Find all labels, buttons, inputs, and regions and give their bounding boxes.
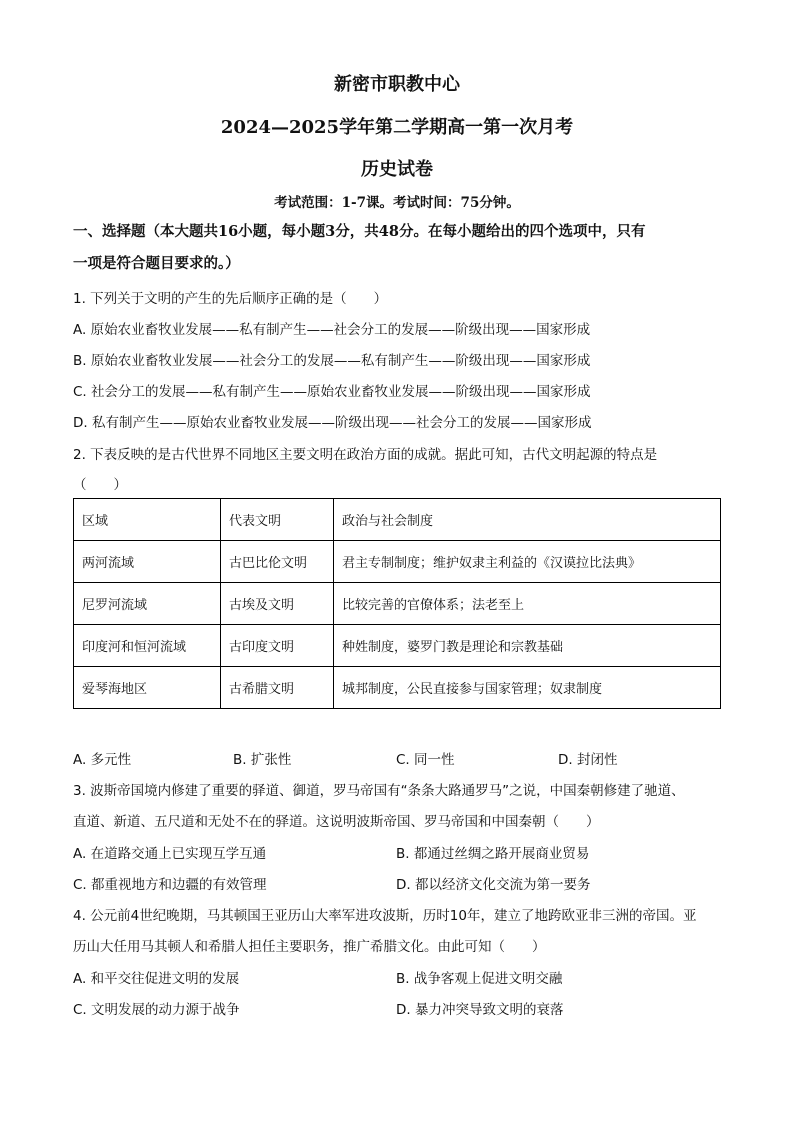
table-cell: 古印度文明: [221, 625, 334, 667]
q2-stem-line2: （ ）: [73, 477, 127, 493]
q3-option-c: C. 都重视地方和边疆的有效管理: [73, 877, 267, 893]
exam-title: 2024—2025学年第二学期高一第一次月考: [220, 117, 574, 138]
table-cell: 两河流域: [74, 541, 221, 583]
section-heading-line1: 一、选择题（本大题共16小题，每小题3分，共48分。在每小题给出的四个选项中，只有: [73, 223, 646, 240]
q3-stem-line2: 直道、新道、五尺道和无处不在的驿道。这说明波斯帝国、罗马帝国和中国秦朝（ ）: [73, 814, 600, 830]
q3-option-a: A. 在道路交通上已实现互学互通: [73, 846, 267, 862]
q2-option-b: B. 扩张性: [233, 752, 292, 768]
q1-option-b: B. 原始农业畜牧业发展——社会分工的发展——私有制产生——阶级出现——国家形成: [73, 353, 591, 369]
table-cell: 印度河和恒河流域: [74, 625, 221, 667]
table-header-row: [74, 499, 721, 541]
table-cell: 君主专制制度；维护奴隶主利益的《汉谟拉比法典》: [334, 541, 721, 583]
q2-option-a: A. 多元性: [73, 752, 132, 768]
civilization-table: [73, 498, 721, 709]
q2-option-d: D. 封闭性: [558, 752, 618, 768]
table-row: [74, 583, 721, 625]
table-cell: 种姓制度，婆罗门教是理论和宗教基础: [334, 625, 721, 667]
table-row: [74, 625, 721, 667]
q4-option-c: C. 文明发展的动力源于战争: [73, 1002, 240, 1018]
q3-option-d: D. 都以经济文化交流为第一要务: [396, 877, 591, 893]
table-row: [74, 541, 721, 583]
q1-stem: 1. 下列关于文明的产生的先后顺序正确的是（ ）: [73, 291, 388, 307]
section-heading-line2: 一项是符合题目要求的。）: [73, 255, 240, 272]
q1-option-c: C. 社会分工的发展——私有制产生——原始农业畜牧业发展——阶级出现——国家形成: [73, 384, 591, 400]
table-header-cell: 区域: [74, 499, 221, 541]
table-cell: 尼罗河流域: [74, 583, 221, 625]
q2-stem-line1: 2. 下表反映的是古代世界不同地区主要文明在政治方面的成就。据此可知，古代文明起源的特点是: [73, 447, 658, 463]
q3-option-b: B. 都通过丝绸之路开展商业贸易: [396, 846, 590, 862]
table-cell: 爱琴海地区: [74, 667, 221, 709]
table-cell: 城邦制度，公民直接参与国家管理；奴隶制度: [334, 667, 721, 709]
table-row: [74, 667, 721, 709]
table-cell: 比较完善的官僚体系；法老至上: [334, 583, 721, 625]
q1-option-a: A. 原始农业畜牧业发展——私有制产生——社会分工的发展——阶级出现——国家形成: [73, 322, 591, 338]
table-cell: 古埃及文明: [221, 583, 334, 625]
table-cell: 古希腊文明: [221, 667, 334, 709]
school-title: 新密市职教中心: [334, 74, 460, 95]
table-cell: 古巴比伦文明: [221, 541, 334, 583]
q4-option-d: D. 暴力冲突导致文明的衰落: [396, 1002, 564, 1018]
q3-stem-line1: 3. 波斯帝国境内修建了重要的驿道、御道，罗马帝国有“条条大路通罗马”之说，中国秦朝修建了驰道、: [73, 783, 685, 799]
subject-title: 历史试卷: [361, 159, 433, 180]
table-header-cell: 代表文明: [221, 499, 334, 541]
q4-stem-line1: 4. 公元前4世纪晚期，马其顿国王亚历山大率军进攻波斯，历时10年，建立了地跨欧亚非三洲的帝国。亚: [73, 908, 697, 924]
q4-option-b: B. 战争客观上促进文明交融: [396, 971, 563, 987]
q4-option-a: A. 和平交往促进文明的发展: [73, 971, 240, 987]
exam-scope: 考试范围：1-7课。考试时间：75分钟。: [274, 195, 520, 211]
table-header-cell: 政治与社会制度: [334, 499, 721, 541]
q4-stem-line2: 历山大任用马其顿人和希腊人担任主要职务，推广希腊文化。由此可知（ ）: [73, 939, 546, 955]
q2-option-c: C. 同一性: [396, 752, 455, 768]
q1-option-d: D. 私有制产生——原始农业畜牧业发展——阶级出现——社会分工的发展——国家形成: [73, 415, 592, 431]
section-heading: [73, 216, 723, 280]
